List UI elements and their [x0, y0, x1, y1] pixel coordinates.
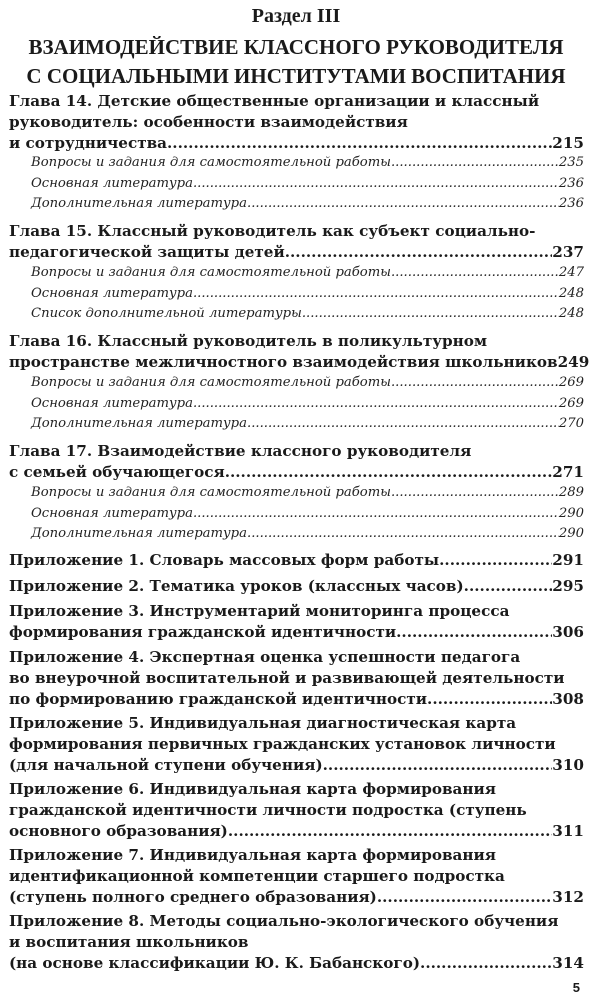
toc-entry-app6-line1[interactable]: Приложение 6. Индивидуальная карта формирования	[9, 780, 496, 798]
page-number: 235	[558, 155, 584, 170]
page-number: 237	[552, 243, 584, 261]
toc-sub-ch16-questions[interactable]	[31, 373, 584, 393]
toc-entry-title: и сотрудничества	[9, 134, 168, 152]
toc-entry-ch15[interactable]	[9, 242, 584, 262]
leader-dots	[391, 153, 559, 173]
toc-sub-ch16-extra-lit[interactable]	[31, 414, 584, 434]
leader-dots	[247, 414, 559, 434]
toc-entry-app4[interactable]	[9, 689, 584, 709]
toc-sub-title: Список дополнительной литературы	[31, 306, 302, 321]
leader-dots	[391, 483, 559, 503]
toc-entry-ch16[interactable]	[9, 352, 590, 372]
toc-sub-ch15-main-lit[interactable]	[31, 284, 584, 304]
leader-dots	[193, 394, 559, 414]
page-number: 289	[558, 485, 584, 500]
page-number: 236	[558, 176, 584, 191]
section-title	[0, 33, 592, 91]
section-title-line1: ВЗАИМОДЕЙСТВИЕ КЛАССНОГО РУКОВОДИТЕЛЯ	[28, 35, 564, 59]
toc-sub-title: Вопросы и задания для самостоятельной работы	[31, 155, 391, 170]
toc-sub-title: Основная литература	[31, 176, 193, 191]
toc-entry-app4-line2[interactable]: во внеурочной воспитательной и развивающей деятельности	[9, 669, 565, 687]
toc-sub-ch15-extra-lit[interactable]	[31, 304, 584, 324]
toc-entry-ch14-line1[interactable]: Глава 14. Детские общественные организации и классный	[9, 92, 540, 110]
toc-sub-ch15-questions[interactable]	[31, 263, 584, 283]
page-number: 291	[552, 551, 584, 569]
toc-entry-title: педагогической защиты детей	[9, 243, 285, 261]
toc-sub-title: Вопросы и задания для самостоятельной работы	[31, 375, 391, 390]
toc-entry-app7-line1[interactable]: Приложение 7. Индивидуальная карта формирования	[9, 846, 496, 864]
leader-dots	[464, 576, 553, 596]
toc-entry-title: (ступень полного среднего образования)	[9, 888, 377, 906]
page-number: 312	[552, 888, 584, 906]
leader-dots	[193, 174, 559, 194]
page-folio: 5	[572, 980, 580, 995]
section-number: Раздел III	[251, 5, 341, 27]
toc-entry-app3-line1[interactable]: Приложение 3. Инструментарий мониторинга процесса	[9, 602, 510, 620]
toc-sub-title: Основная литература	[31, 506, 193, 521]
toc-entry-app5[interactable]	[9, 755, 584, 775]
page-number: 308	[552, 690, 584, 708]
toc-entry-title: с семьей обучающегося	[9, 463, 225, 481]
leader-dots	[377, 887, 552, 907]
toc-entry-title: (на основе классификации Ю. К. Бабанского)	[9, 954, 421, 972]
leader-dots	[391, 263, 559, 283]
toc-entry-title: основного образования)	[9, 822, 228, 840]
toc-sub-ch16-main-lit[interactable]	[31, 394, 584, 414]
toc-entry-app8-line2[interactable]: и воспитания школьников	[9, 933, 249, 951]
leader-dots	[285, 242, 553, 262]
leader-dots	[193, 284, 559, 304]
toc-entry-title: формирования гражданской идентичности	[9, 623, 397, 641]
leader-dots	[391, 373, 559, 393]
leader-dots	[323, 755, 553, 775]
toc-entry-ch16-line1[interactable]: Глава 16. Классный руководитель в поликультурном	[9, 332, 488, 350]
page-number: 269	[558, 396, 584, 411]
page-number: 314	[552, 954, 584, 972]
toc-entry-title: пространстве межличностного взаимодействия школьников	[9, 353, 558, 371]
toc-entry-app5-line1[interactable]: Приложение 5. Индивидуальная диагностическая карта	[9, 714, 517, 732]
toc-entry-app8[interactable]	[9, 953, 584, 973]
toc-sub-ch14-questions[interactable]	[31, 153, 584, 173]
toc-sub-title: Дополнительная литература	[31, 196, 247, 211]
toc-entry-ch17-line1[interactable]: Глава 17. Взаимодействие классного руководителя	[9, 442, 472, 460]
toc-sub-title: Основная литература	[31, 396, 193, 411]
toc-entry-app2[interactable]	[9, 576, 584, 596]
leader-dots	[420, 953, 552, 973]
leader-dots	[167, 133, 552, 153]
toc-sub-title: Вопросы и задания для самостоятельной работы	[31, 265, 391, 280]
page-number: 310	[552, 756, 584, 774]
section-title-line2: С СОЦИАЛЬНЫМИ ИНСТИТУТАМИ ВОСПИТАНИЯ	[26, 64, 566, 88]
toc-entry-app3[interactable]	[9, 622, 584, 642]
toc-sub-ch14-main-lit[interactable]	[31, 174, 584, 194]
page-number: 236	[558, 196, 584, 211]
toc-entry-ch17[interactable]	[9, 462, 584, 482]
page-number: 270	[558, 416, 584, 431]
toc-sub-ch17-main-lit[interactable]	[31, 504, 584, 524]
toc-sub-title: Дополнительная литература	[31, 526, 247, 541]
page-number: 247	[558, 265, 584, 280]
toc-sub-title: Дополнительная литература	[31, 416, 247, 431]
toc-entry-app8-line1[interactable]: Приложение 8. Методы социально-экологического обучения	[9, 912, 559, 930]
toc-entry-ch14[interactable]	[9, 133, 584, 153]
page-number: 271	[552, 463, 584, 481]
toc-sub-title: Основная литература	[31, 286, 193, 301]
page-number: 306	[552, 623, 584, 641]
toc-entry-ch15-line1[interactable]: Глава 15. Классный руководитель как субъект социально-	[9, 222, 536, 240]
leader-dots	[439, 550, 552, 570]
page-number: 290	[558, 526, 584, 541]
page-number: 290	[558, 506, 584, 521]
leader-dots	[247, 524, 559, 544]
leader-dots	[302, 304, 559, 324]
toc-sub-ch17-extra-lit[interactable]	[31, 524, 584, 544]
toc-entry-title: Приложение 2. Тематика уроков (классных часов)	[9, 577, 464, 595]
page-number: 249	[557, 353, 590, 371]
toc-sub-ch17-questions[interactable]	[31, 483, 584, 503]
toc-entry-ch14-line2[interactable]: руководитель: особенности взаимодействия	[9, 113, 408, 131]
leader-dots	[193, 504, 559, 524]
leader-dots	[228, 821, 552, 841]
page-number: 311	[552, 822, 584, 840]
toc-entry-title: по формированию гражданской идентичности	[9, 690, 428, 708]
leader-dots	[225, 462, 553, 482]
toc-sub-title: Вопросы и задания для самостоятельной работы	[31, 485, 391, 500]
toc-entry-app7[interactable]	[9, 887, 584, 907]
toc-sub-ch14-extra-lit[interactable]	[31, 194, 584, 214]
page-number: 248	[558, 286, 584, 301]
leader-dots	[396, 622, 552, 642]
page-number: 269	[558, 375, 584, 390]
toc-entry-app6-line2[interactable]: гражданской идентичности личности подростка (ступень	[9, 801, 527, 819]
toc-entry-app1[interactable]	[9, 550, 584, 570]
toc-entry-app4-line1[interactable]: Приложение 4. Экспертная оценка успешности педагога	[9, 648, 521, 666]
leader-dots	[427, 689, 552, 709]
toc-entry-app7-line2[interactable]: идентификационной компетенции старшего подростка	[9, 867, 505, 885]
page-number: 295	[552, 577, 584, 595]
toc-entry-title: (для начальной ступени обучения)	[9, 756, 323, 774]
toc-entry-title: Приложение 1. Словарь массовых форм работы	[9, 551, 440, 569]
toc-entry-app6[interactable]	[9, 821, 584, 841]
page-number: 215	[552, 134, 584, 152]
page-number: 248	[558, 306, 584, 321]
leader-dots	[247, 194, 559, 214]
toc-entry-app5-line2[interactable]: формирования первичных гражданских установок личности	[9, 735, 556, 753]
